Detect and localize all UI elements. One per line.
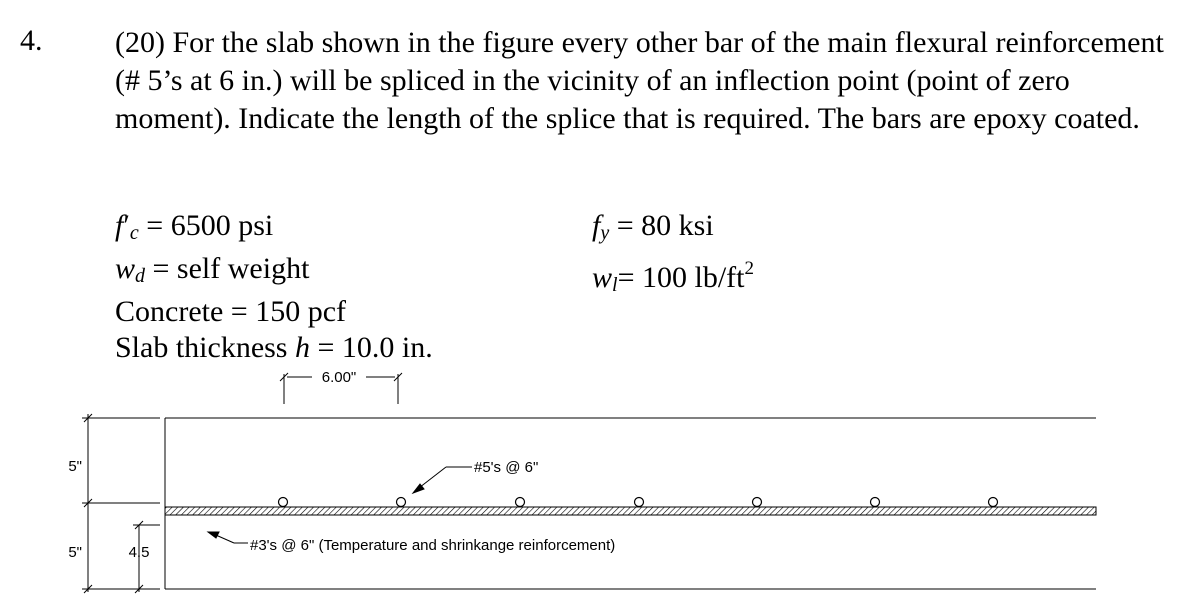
effective-depth-label: 4.5 — [128, 544, 150, 561]
main-bar — [635, 498, 644, 507]
main-bar-leader — [413, 467, 472, 493]
temperature-reinforcement-band — [165, 507, 1096, 515]
slab-outline — [165, 418, 1096, 589]
main-bar — [871, 498, 880, 507]
left-dimension-lines — [82, 414, 160, 593]
main-bar — [753, 498, 762, 507]
bottom-dimension-label: 5" — [68, 544, 82, 561]
main-bar — [989, 498, 998, 507]
fc-line: $f'_c = 6500$ psi — [115, 209, 274, 244]
main-bars — [279, 498, 998, 507]
temp-bar-leader — [208, 532, 248, 543]
question-number: 4. — [20, 24, 43, 57]
main-bar — [516, 498, 525, 507]
temp-bar-label: #3's @ 6" (Temperature and shrinkange reinforcement) — [250, 537, 616, 554]
spacing-dimension-label: 6.00" — [321, 369, 357, 386]
main-bar — [397, 498, 406, 507]
concrete-line: Concrete = 150 pcf — [115, 295, 347, 328]
fy-line: $f_y = 80$ ksi — [592, 209, 714, 244]
main-bar — [279, 498, 288, 507]
wd-line: $w_d$ = self weight — [115, 252, 310, 287]
thickness-line: Slab thickness h = 10.0 in. — [115, 331, 433, 364]
problem-statement: (20) For the slab shown in the figure every other bar of the main flexural reinforcement (# 5’s at 6 in.) will be spliced in the vicinity of an inflection point (point of zero moment). Indicate the length of the splice that is required. The bars are epoxy coated. — [115, 26, 1164, 135]
top-dimension-label: 5" — [68, 458, 82, 475]
wl-line: $w_l= 100$ $lb/ft^2$ — [592, 258, 754, 296]
main-bar-label: #5's @ 6" — [474, 459, 539, 476]
